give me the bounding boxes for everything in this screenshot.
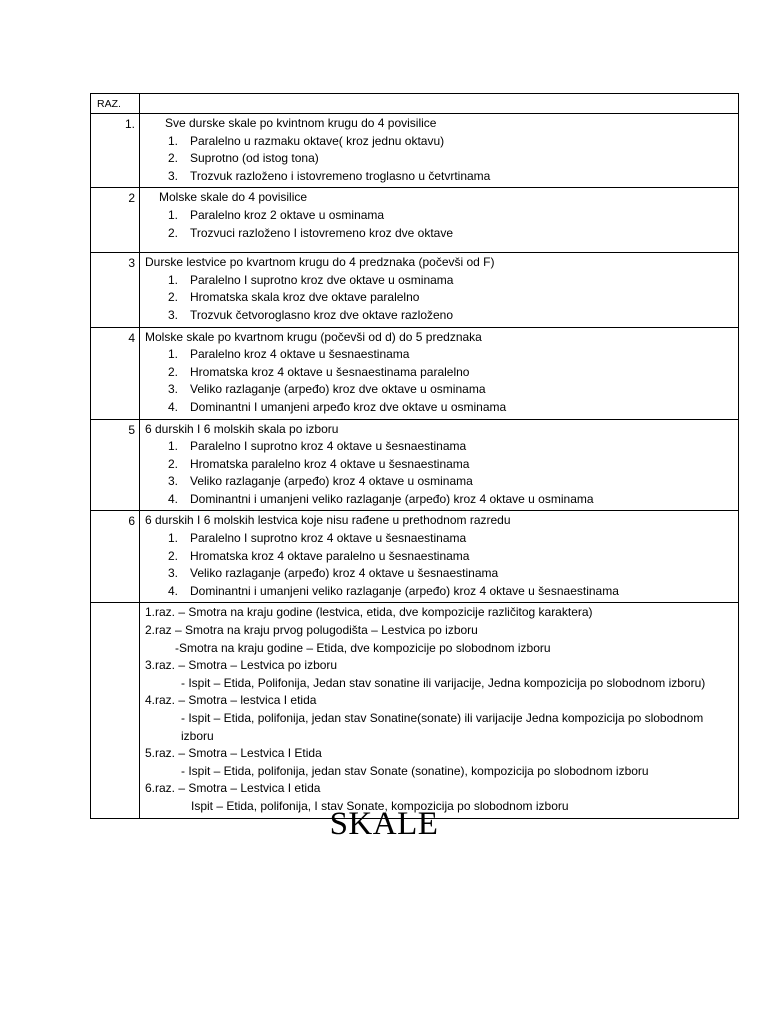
exam-line: 4.raz. – Smotra – lestvica I etida — [145, 693, 317, 708]
table-row — [91, 511, 739, 603]
list-item — [145, 307, 738, 325]
list-item — [145, 530, 738, 548]
exam-line-text: - Ispit – Etida, polifonija, jedan stav Sonatine(sonate) ili varijacije Jedna kompozicija po slobodnom izboru — [181, 711, 704, 743]
list-item — [145, 583, 738, 601]
page-title: SKALE — [329, 806, 439, 842]
exam-line: - Ispit – Etida, Polifonija, Jedan stav sonatine ili varijacije, Jedna kompozicija po slobodnom izboru) — [181, 675, 706, 690]
item-text: Paralelno I suprotno kroz dve oktave u osminama — [190, 272, 454, 287]
item-text: Trozvuci razloženo I istovremeno kroz dve oktave — [190, 225, 453, 240]
list-item — [145, 207, 738, 225]
item-number: 2. — [168, 548, 179, 563]
list-item — [145, 168, 738, 186]
list-item — [145, 399, 738, 417]
exam-content — [140, 603, 739, 818]
exam-line: 1.raz. – Smotra na kraju godine (lestvica, etida, dve kompozicije različitog karaktera) — [145, 605, 593, 620]
list-item — [145, 272, 738, 290]
exam-line: - Ispit – Etida, polifonija, jedan stav Sonate (sonatine), kompozicija po slobodnom izboru — [181, 763, 649, 778]
row-number: 2 — [91, 188, 140, 253]
item-list — [145, 346, 738, 416]
item-number: 1. — [168, 347, 179, 362]
item-number: 2. — [168, 151, 179, 166]
item-list — [145, 207, 738, 242]
row-number: 3 — [91, 253, 140, 327]
item-number: 2. — [168, 456, 179, 471]
item-number: 1. — [168, 133, 179, 148]
header-row — [91, 94, 739, 114]
exam-line: 3.raz. – Smotra – Lestvica po izboru — [145, 658, 338, 673]
item-number: 2. — [168, 225, 179, 240]
item-number: 3. — [168, 168, 179, 183]
row-heading: Molske skale po kvartnom krugu (počevši od d) do 5 predznaka — [145, 329, 482, 344]
item-text: Paralelno I suprotno kroz 4 oktave u šesnaestinama — [190, 439, 467, 454]
item-number: 3. — [168, 382, 179, 397]
item-list — [145, 438, 738, 508]
exam-line: 6.raz. – Smotra – Lestvica I etida — [145, 781, 321, 796]
list-item — [145, 364, 738, 382]
item-text: Trozvuk četvoroglasno kroz dve oktave razloženo — [190, 307, 454, 322]
item-number: 1. — [168, 439, 179, 454]
list-item — [145, 346, 738, 364]
item-number: 4. — [168, 583, 179, 598]
item-list — [145, 133, 738, 186]
item-text: Dominantni i umanjeni veliko razlaganje (arpeđo) kroz 4 oktave u osminama — [190, 491, 594, 506]
row-content — [140, 419, 739, 511]
list-item — [145, 456, 738, 474]
list-item — [145, 491, 738, 509]
item-text: Paralelno I suprotno kroz 4 oktave u šesnaestinama — [190, 531, 467, 546]
table-row — [91, 188, 739, 253]
item-number: 4. — [168, 399, 179, 414]
row-heading: Molske skale do 4 povisilice — [159, 190, 308, 205]
row-heading: Durske lestvice po kvartnom krugu do 4 predznaka (počevši od F) — [145, 255, 495, 270]
item-number: 1. — [168, 272, 179, 287]
list-item — [145, 565, 738, 583]
list-item — [145, 150, 738, 168]
item-text: Paralelno u razmaku oktave( kroz jednu oktavu) — [190, 133, 445, 148]
item-text: Dominantni i umanjeni veliko razlaganje (arpeđo) kroz 4 oktave u šesnaestinama — [190, 583, 619, 598]
item-number: 3. — [168, 474, 179, 489]
list-item — [145, 548, 738, 566]
table-row — [91, 114, 739, 188]
row-number: 4 — [91, 327, 140, 419]
table-row — [91, 253, 739, 327]
table-row — [91, 419, 739, 511]
list-item — [145, 225, 738, 243]
row-number: 1. — [91, 114, 140, 188]
curriculum-table — [90, 93, 739, 819]
header-empty-cell — [140, 94, 739, 114]
item-text: Paralelno kroz 2 oktave u osminama — [190, 207, 385, 222]
row-content — [140, 511, 739, 603]
row-number-empty — [91, 603, 140, 818]
item-text: Hromatska paralelno kroz 4 oktave u šesnaestinama — [190, 456, 470, 471]
item-text: Veliko razlaganje (arpeđo) kroz 4 oktave u osminama — [190, 474, 473, 489]
row-content — [140, 253, 739, 327]
exam-line — [145, 710, 738, 745]
list-item — [145, 133, 738, 151]
item-text: Paralelno kroz 4 oktave u šesnaestinama — [190, 347, 410, 362]
row-number: 5 — [91, 419, 140, 511]
item-text: Hromatska kroz 4 oktave u šesnaestinama paralelno — [190, 364, 470, 379]
row-content — [140, 114, 739, 188]
row-content — [140, 327, 739, 419]
item-text: Trozvuk razloženo i istovremeno troglasno u četvrtinama — [190, 168, 491, 183]
item-number: 1. — [168, 531, 179, 546]
exam-line: 2.raz – Smotra na kraju prvog polugodišta – Lestvica po izboru — [145, 623, 478, 638]
exam-row — [91, 603, 739, 818]
list-item — [145, 381, 738, 399]
exam-line: Ispit – Etida, polifonija, I stav Sonate, kompozicija po slobodnom izboru — [191, 798, 569, 813]
item-text: Veliko razlaganje (arpeđo) kroz 4 oktave u šesnaestinama — [190, 566, 499, 581]
item-text: Veliko razlaganje (arpeđo) kroz dve oktave u osminama — [190, 382, 486, 397]
item-number: 1. — [168, 207, 179, 222]
item-text: Hromatska skala kroz dve oktave paralelno — [190, 290, 420, 305]
item-number: 3. — [168, 566, 179, 581]
item-text: Suprotno (od istog tona) — [190, 151, 319, 166]
row-heading: 6 durskih I 6 molskih skala po izboru — [145, 421, 339, 436]
row-heading: 6 durskih I 6 molskih lestvica koje nisu rađene u prethodnom razredu — [145, 513, 511, 528]
list-item — [145, 438, 738, 456]
item-text: Hromatska kroz 4 oktave paralelno u šesnaestinama — [190, 548, 470, 563]
exam-line: -Smotra na kraju godine – Etida, dve kompozicije po slobodnom izboru — [175, 640, 551, 655]
table-row — [91, 327, 739, 419]
item-number: 3. — [168, 307, 179, 322]
row-heading: Sve durske skale po kvintnom krugu do 4 povisilice — [165, 116, 437, 130]
item-text: Dominantni I umanjeni arpeđo kroz dve oktave u osminama — [190, 399, 507, 414]
item-list — [145, 530, 738, 600]
header-label: RAZ. — [91, 94, 140, 114]
list-item — [145, 473, 738, 491]
item-number: 2. — [168, 290, 179, 305]
item-list — [145, 272, 738, 325]
exam-line: 5.raz. – Smotra – Lestvica I Etida — [145, 746, 322, 761]
row-content — [140, 188, 739, 253]
list-item — [145, 289, 738, 307]
row-number: 6 — [91, 511, 140, 603]
item-number: 2. — [168, 364, 179, 379]
item-number: 4. — [168, 491, 179, 506]
